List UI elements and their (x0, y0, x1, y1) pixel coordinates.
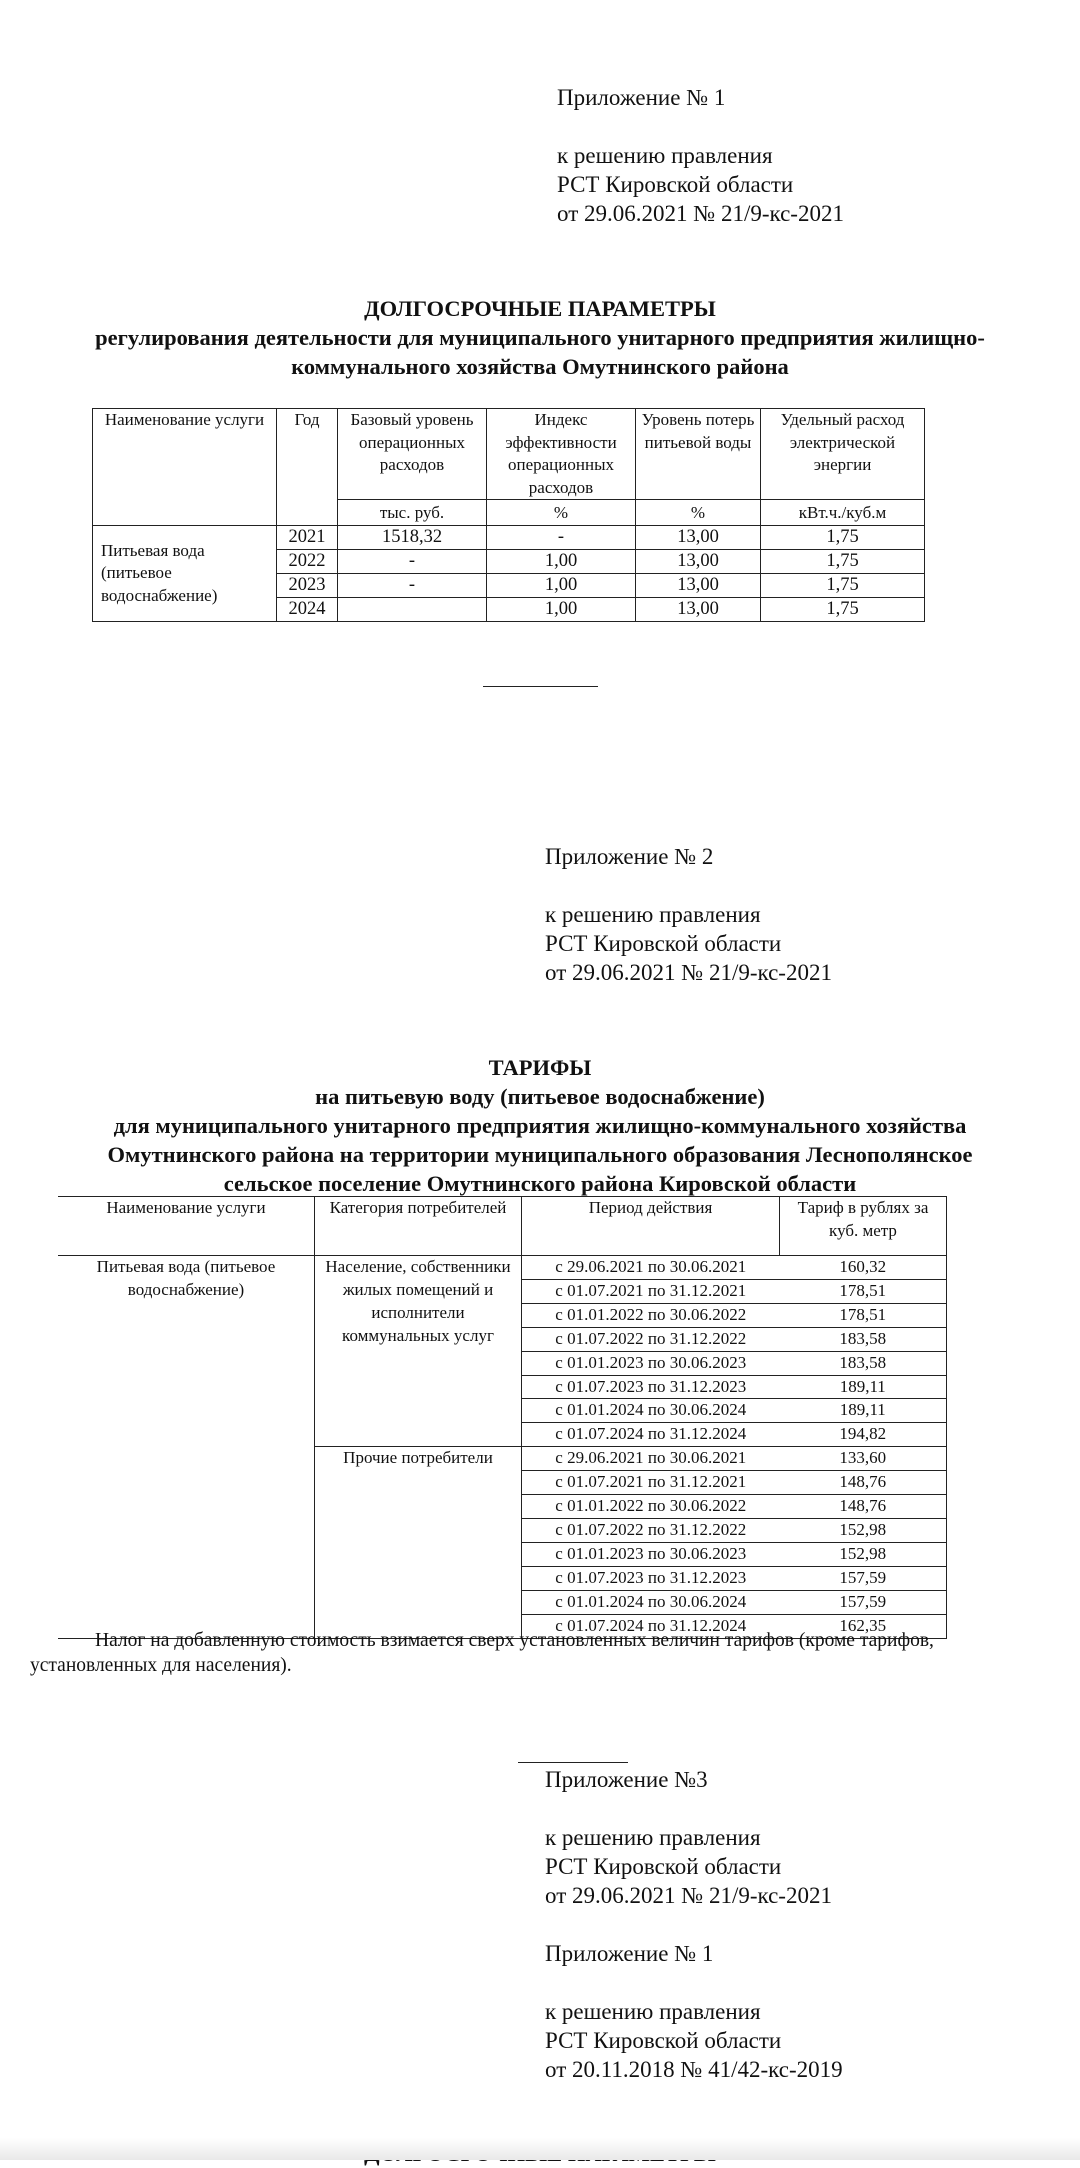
appendix-number: Приложение № 1 (545, 1941, 714, 1966)
energy-cell: 1,75 (761, 526, 925, 550)
service-name: Питьевая вода (питьевое водоснабжение) (93, 526, 277, 622)
tariff-cell: 157,59 (780, 1566, 947, 1590)
tariff-cell: 194,82 (780, 1423, 947, 1447)
decision-line: к решению правления (545, 902, 761, 927)
col-header-year: Год (277, 409, 338, 526)
index-cell: 1,00 (487, 598, 636, 622)
title-line: для муниципального унитарного предприятия жилищно-коммунального хозяйства (113, 1113, 967, 1138)
appendix1-header (557, 83, 844, 228)
base-cell: - (338, 574, 487, 598)
tariff-cell: 183,58 (780, 1327, 947, 1351)
decision-line: к решению правления (545, 1825, 761, 1850)
tariff-cell: 148,76 (780, 1495, 947, 1519)
col-header-service: Наименование услуги (58, 1197, 315, 1256)
decision-line: к решению правления (557, 143, 773, 168)
energy-cell: 1,75 (761, 574, 925, 598)
base-cell: - (338, 550, 487, 574)
period-cell: с 01.07.2023 по 31.12.2023 (522, 1375, 780, 1399)
tariff-cell: 189,11 (780, 1399, 947, 1423)
tariff-cell: 178,51 (780, 1303, 947, 1327)
index-cell: 1,00 (487, 574, 636, 598)
tariffs-table (58, 1196, 947, 1639)
col-header-loss: Уровень потерь питьевой воды (636, 409, 761, 500)
title-main: ТАРИФЫ (488, 1055, 592, 1080)
long-term-parameters-table (92, 408, 925, 622)
tariff-cell: 152,98 (780, 1542, 947, 1566)
year-cell: 2022 (277, 550, 338, 574)
period-cell: с 01.01.2022 по 30.06.2022 (522, 1303, 780, 1327)
appendix1-title (20, 294, 1060, 381)
title-main: ДОЛГОСРОЧНЫЕ ПАРАМЕТРЫ (364, 296, 716, 321)
appendix-number: Приложение №3 (545, 1767, 708, 1792)
category-other: Прочие потребители (315, 1447, 522, 1638)
title-line: регулирования деятельности для муниципального унитарного предприятия жилищно- (95, 325, 985, 350)
period-cell: с 01.01.2023 по 30.06.2023 (522, 1351, 780, 1375)
tariff-cell: 183,58 (780, 1351, 947, 1375)
period-cell: с 01.07.2021 по 31.12.2021 (522, 1471, 780, 1495)
tariff-cell: 162,35 (780, 1614, 947, 1638)
decision-date: от 29.06.2021 № 21/9-кс-2021 (545, 960, 832, 985)
col-header-service: Наименование услуги (93, 409, 277, 526)
period-cell: с 01.07.2021 по 31.12.2021 (522, 1279, 780, 1303)
appendix2-title (20, 1053, 1060, 1198)
decision-line: к решению правления (545, 1999, 761, 2024)
period-cell: с 01.07.2022 по 31.12.2022 (522, 1518, 780, 1542)
col-header-period: Период действия (522, 1197, 780, 1256)
period-cell: с 01.07.2023 по 31.12.2023 (522, 1566, 780, 1590)
unit-base: тыс. руб. (338, 500, 487, 526)
period-cell: с 01.01.2023 по 30.06.2023 (522, 1542, 780, 1566)
appendix2-header (545, 842, 832, 987)
tariff-cell: 148,76 (780, 1471, 947, 1495)
vat-note: Налог на добавленную стоимость взимается сверх установленных величин тарифов (кроме тарифов, установленных для населения). (30, 1630, 934, 1676)
service-name: Питьевая вода (питьевое водоснабжение) (58, 1256, 315, 1639)
year-cell: 2024 (277, 598, 338, 622)
period-cell: с 01.07.2024 по 31.12.2024 (522, 1614, 780, 1638)
page-bottom-shadow (0, 2138, 1080, 2160)
col-header-tariff: Тариф в рублях за куб. метр (780, 1197, 947, 1256)
loss-cell: 13,00 (636, 574, 761, 598)
col-header-base: Базовый уровень операционных расходов (338, 409, 487, 500)
unit-loss: % (636, 500, 761, 526)
authority-line: РСТ Кировской области (545, 931, 782, 956)
tariff-cell: 152,98 (780, 1518, 947, 1542)
col-header-category: Категория потребителей (315, 1197, 522, 1256)
index-cell: - (487, 526, 636, 550)
period-cell: с 01.07.2024 по 31.12.2024 (522, 1423, 780, 1447)
appendix3-header (545, 1765, 843, 2084)
tariff-cell: 189,11 (780, 1375, 947, 1399)
period-cell: с 01.01.2024 по 30.06.2024 (522, 1590, 780, 1614)
unit-index: % (487, 500, 636, 526)
unit-energy: кВт.ч./куб.м (761, 500, 925, 526)
table-row (93, 526, 925, 550)
energy-cell: 1,75 (761, 550, 925, 574)
period-cell: с 01.01.2022 по 30.06.2022 (522, 1495, 780, 1519)
tariff-cell: 157,59 (780, 1590, 947, 1614)
appendix-number: Приложение № 2 (545, 844, 714, 869)
title-line: коммунального хозяйства Омутнинского района (291, 354, 789, 379)
tariff-cell: 133,60 (780, 1447, 947, 1471)
table-row (58, 1256, 947, 1280)
title-line: на питьевую воду (питьевое водоснабжение) (315, 1084, 765, 1109)
year-cell: 2023 (277, 574, 338, 598)
period-cell: с 01.07.2022 по 31.12.2022 (522, 1327, 780, 1351)
decision-date: от 29.06.2021 № 21/9-кс-2021 (545, 1883, 832, 1908)
base-cell: 1518,32 (338, 526, 487, 550)
col-header-energy: Удельный расход электрической энергии (761, 409, 925, 500)
index-cell: 1,00 (487, 550, 636, 574)
loss-cell: 13,00 (636, 598, 761, 622)
authority-line: РСТ Кировской области (545, 2028, 782, 2053)
base-cell (338, 598, 487, 622)
decision-date: от 29.06.2021 № 21/9-кс-2021 (557, 201, 844, 226)
tariff-cell: 160,32 (780, 1256, 947, 1280)
period-cell: с 29.06.2021 по 30.06.2021 (522, 1447, 780, 1471)
separator-line (518, 1762, 628, 1763)
category-population: Население, собственники жилых помещений и исполнители коммунальных услуг (315, 1256, 522, 1447)
title-line: Омутнинского района на территории муниципального образования Леснополянское (107, 1142, 973, 1167)
energy-cell: 1,75 (761, 598, 925, 622)
year-cell: 2021 (277, 526, 338, 550)
period-cell: с 01.01.2024 по 30.06.2024 (522, 1399, 780, 1423)
title-line: сельское поселение Омутнинского района Кировской области (223, 1171, 857, 1196)
appendix-number: Приложение № 1 (557, 85, 726, 110)
period-cell: с 29.06.2021 по 30.06.2021 (522, 1256, 780, 1280)
decision-date: от 20.11.2018 № 41/42-кс-2019 (545, 2057, 843, 2082)
authority-line: РСТ Кировской области (557, 172, 794, 197)
authority-line: РСТ Кировской области (545, 1854, 782, 1879)
loss-cell: 13,00 (636, 526, 761, 550)
separator-line (483, 686, 598, 687)
loss-cell: 13,00 (636, 550, 761, 574)
col-header-index: Индекс эффективности операционных расходов (487, 409, 636, 500)
tariff-cell: 178,51 (780, 1279, 947, 1303)
